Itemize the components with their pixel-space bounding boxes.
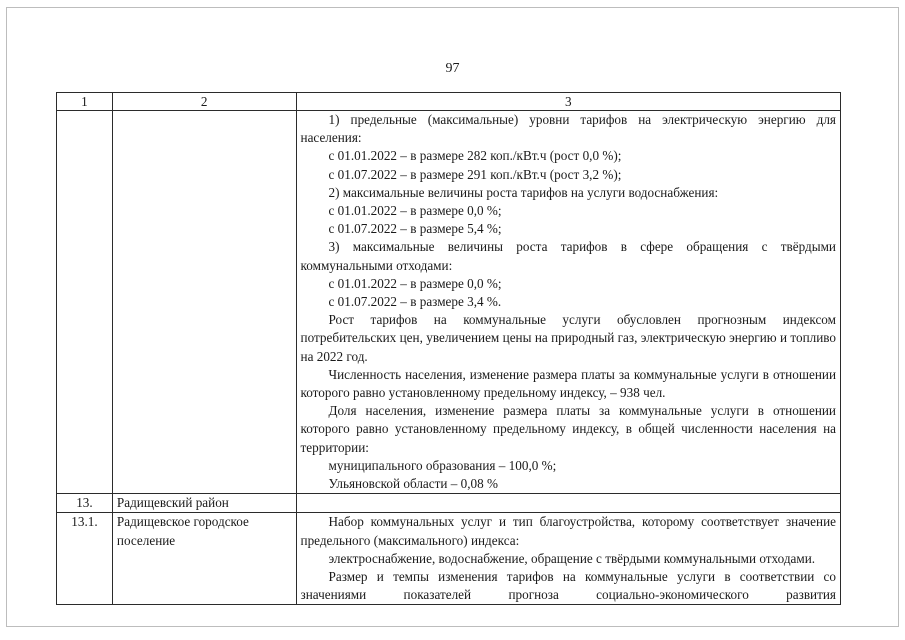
- header-col-2: 2: [112, 93, 296, 111]
- description-paragraph: Ульяновской области – 0,08 %: [328, 476, 498, 492]
- description-paragraph: 3) максимальные величины роста тарифов в сфере обращения с твёрдыми коммунальными отходами:: [300, 239, 836, 273]
- description-paragraph: Численность населения, изменение размера платы за коммунальные услуги в отношении которого равно установленному предельному индексу, – 938 чел.: [300, 366, 836, 401]
- description-paragraph: 2) максимальные величины роста тарифов на услуги водоснабжения:: [328, 184, 719, 200]
- description-paragraph: с 01.07.2022 – в размере 291 коп./кВт.ч (рост 3,2 %);: [328, 166, 622, 182]
- description-paragraph: Размер и темпы изменения тарифов на коммунальные услуги в соответствии со значениями показателей прогноза социально-экономического развития: [300, 569, 836, 603]
- row-number-cell: 13.: [57, 494, 113, 513]
- table-row: [57, 494, 841, 513]
- table-row: [57, 513, 841, 605]
- description-paragraph: с 01.01.2022 – в размере 0,0 %;: [328, 275, 502, 291]
- table-body: [57, 111, 841, 605]
- description-paragraph: с 01.01.2022 – в размере 0,0 %;: [328, 203, 502, 219]
- description-paragraph: муниципального образования – 100,0 %;: [328, 457, 557, 473]
- row-number-cell: [57, 111, 113, 494]
- municipality-name-cell: [112, 111, 296, 494]
- municipality-name-cell: Радищевский район: [112, 494, 296, 513]
- header-col-3: 3: [296, 93, 840, 111]
- header-col-1: 1: [57, 93, 113, 111]
- tariff-table: [56, 92, 841, 605]
- description-cell: [296, 111, 840, 494]
- description-cell: [296, 513, 840, 605]
- description-paragraph: электроснабжение, водоснабжение, обращение с твёрдыми коммунальными отходами.: [328, 550, 816, 566]
- description-paragraph: Рост тарифов на коммунальные услуги обусловлен прогнозным индексом потребительских цен, увеличением цены на природный газ, электрическую энергию и топливо на 2022 год.: [300, 312, 836, 364]
- description-paragraph: 1) предельные (максимальные) уровни тарифов на электрическую энергию для населения:: [300, 112, 836, 146]
- page-number: 97: [445, 61, 460, 76]
- description-cell: [296, 494, 840, 513]
- description-paragraph: Доля населения, изменение размера платы за коммунальные услуги в отношении которого равно установленному предельному индексу, в общей численности населения на территории:: [300, 403, 836, 455]
- description-paragraph: с 01.01.2022 – в размере 282 коп./кВт.ч (рост 0,0 %);: [328, 148, 622, 164]
- municipality-name-cell: Радищевское городское поселение: [112, 513, 296, 605]
- table-row: [57, 111, 841, 494]
- description-paragraph: с 01.07.2022 – в размере 3,4 %.: [328, 294, 502, 310]
- description-paragraph: с 01.07.2022 – в размере 5,4 %;: [328, 221, 502, 237]
- table-header-row: [57, 93, 841, 111]
- row-number-cell: 13.1.: [57, 513, 113, 605]
- description-paragraph: Набор коммунальных услуг и тип благоустройства, которому соответствует значение предельного (максимального) индекса:: [300, 514, 836, 548]
